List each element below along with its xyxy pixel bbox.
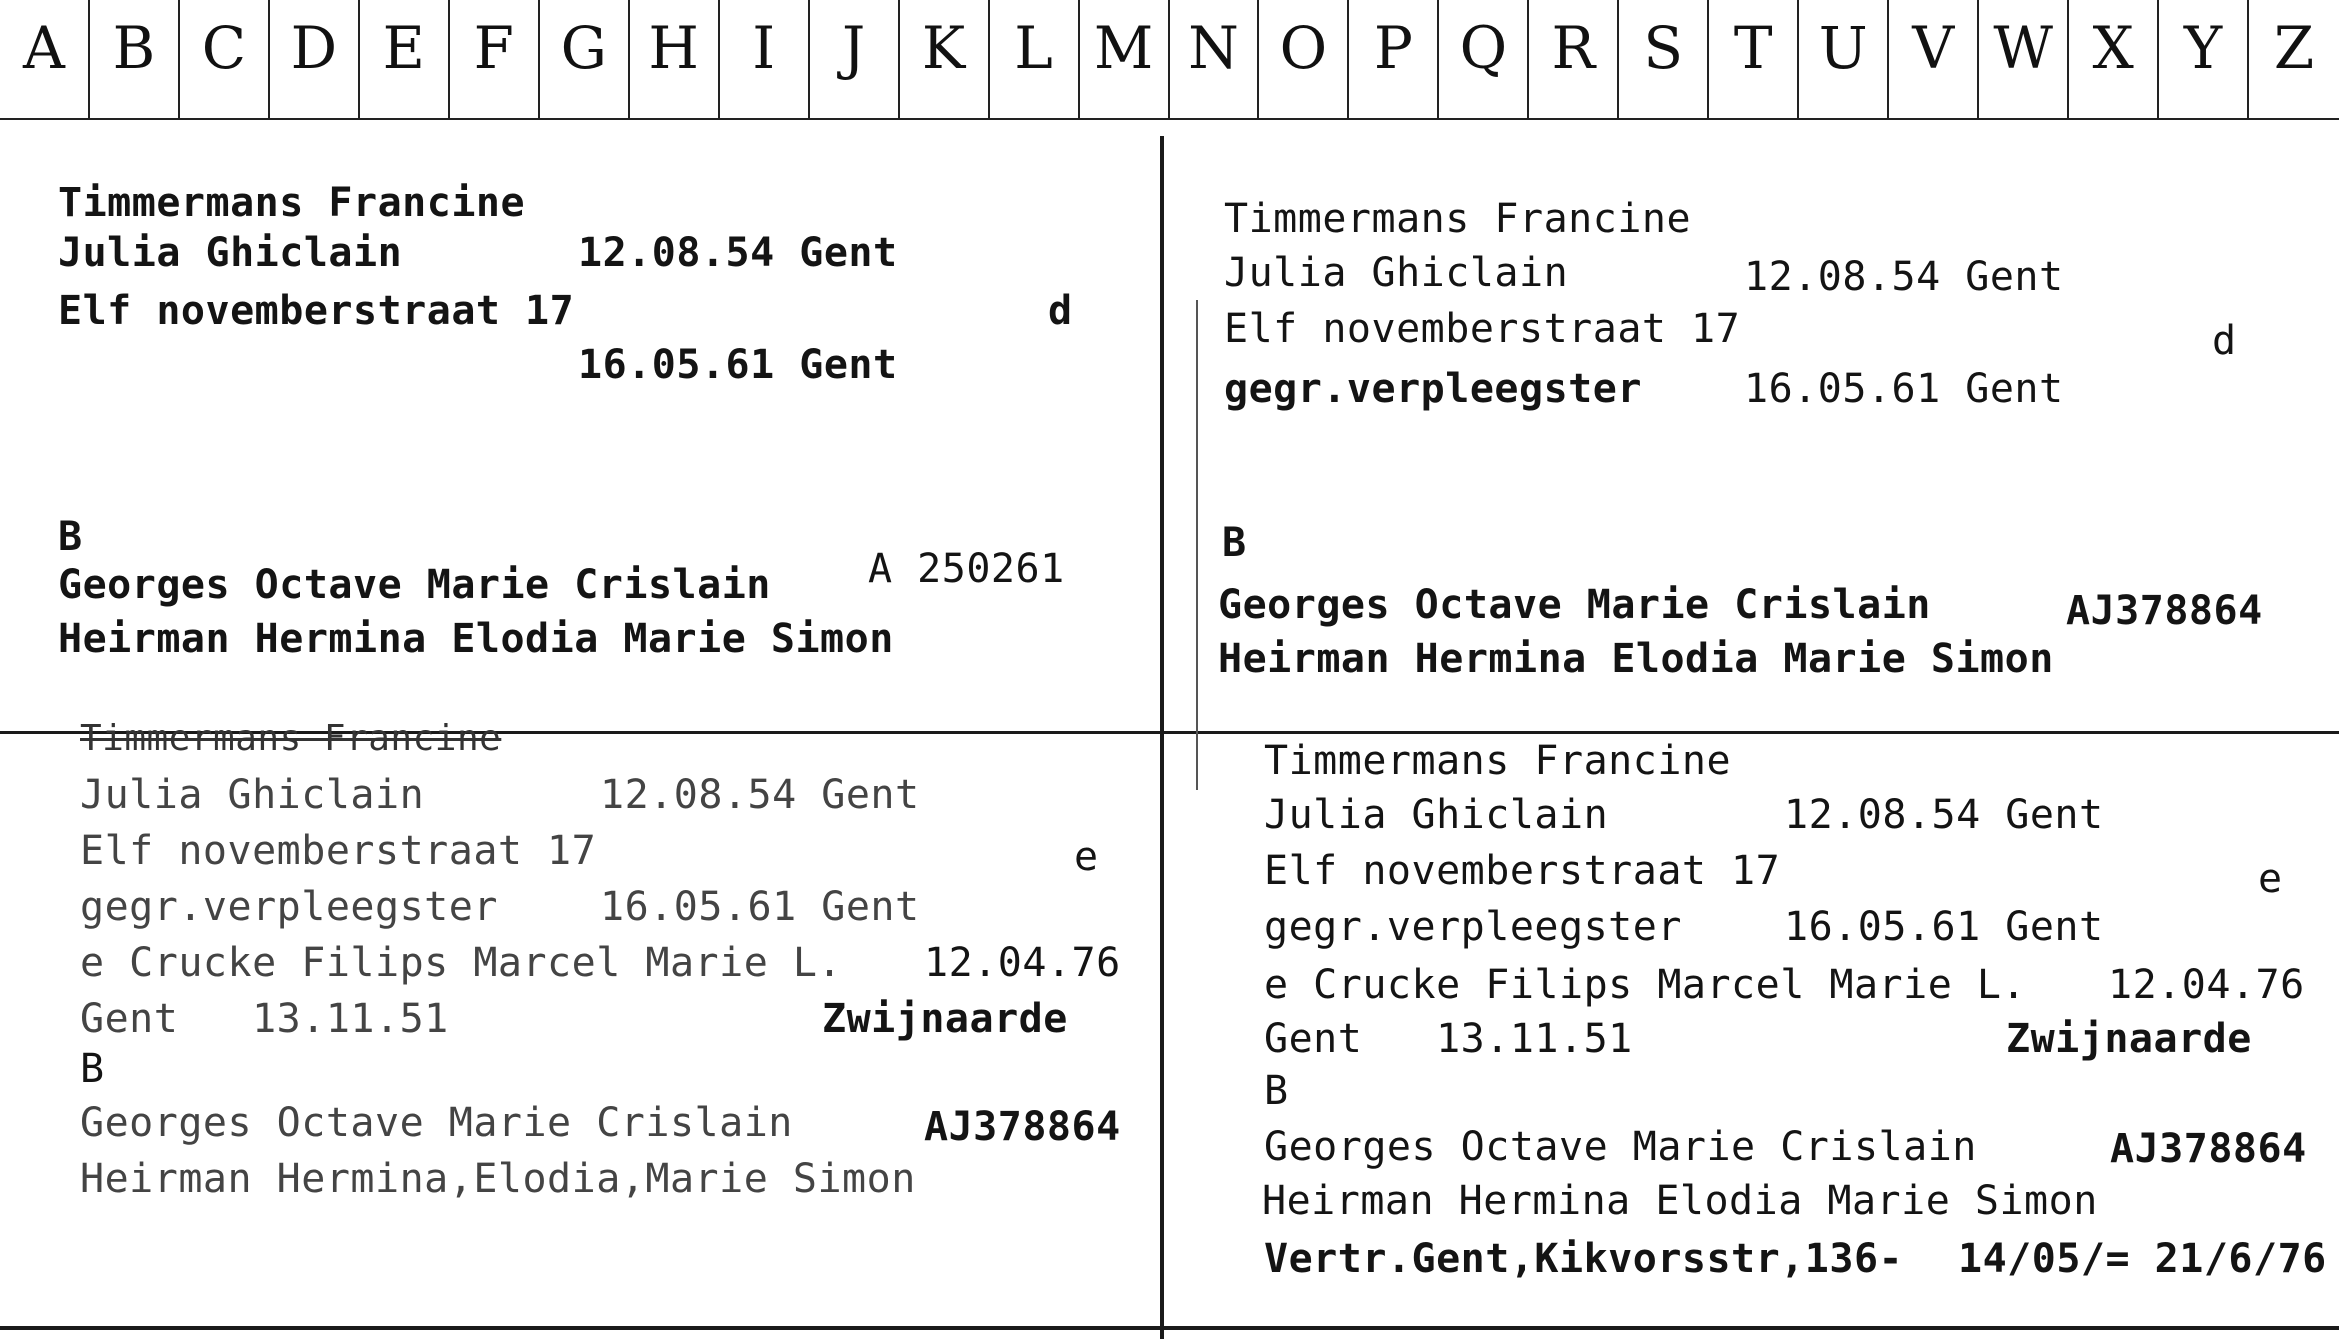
index-letter: C <box>180 0 270 118</box>
index-letter: U <box>1799 0 1889 118</box>
card-given-names: Julia Ghiclain <box>80 772 425 818</box>
card-mother: Heirman Hermina Elodia Marie Simon <box>1262 1178 2098 1224</box>
index-letter: X <box>2069 0 2159 118</box>
card-birth: 12.08.54 Gent <box>1744 254 2064 300</box>
alphabet-index-strip <box>0 0 2339 120</box>
card-marriage-date: 12.04.76 <box>2108 962 2305 1008</box>
index-letter: G <box>540 0 630 118</box>
card-departure-dates: 14/05/= 21/6/76 <box>1958 1236 2327 1282</box>
index-letter: N <box>1170 0 1260 118</box>
card-code: e <box>2258 856 2283 902</box>
card-given-names: Julia Ghiclain <box>1224 250 1569 296</box>
index-letter: W <box>1979 0 2069 118</box>
card-given-names: Julia Ghiclain <box>58 230 403 276</box>
card-name: Timmermans Francine <box>58 180 526 226</box>
index-letter: F <box>450 0 540 118</box>
card-profession: gegr.verpleegster <box>80 884 498 930</box>
card-departure: Vertr.Gent,Kikvorsstr,136- <box>1264 1236 1904 1282</box>
card-marriage-date: 12.04.76 <box>924 940 1121 986</box>
index-letter: A <box>0 0 90 118</box>
card-birth: 12.08.54 Gent <box>1784 792 2104 838</box>
card-birth: 12.08.54 Gent <box>578 230 898 276</box>
index-letter: Q <box>1439 0 1529 118</box>
index-letter: R <box>1529 0 1619 118</box>
index-letter: P <box>1349 0 1439 118</box>
index-letter: M <box>1080 0 1170 118</box>
index-letter: S <box>1619 0 1709 118</box>
index-letter: O <box>1259 0 1349 118</box>
card-given-names: Julia Ghiclain <box>1264 792 1609 838</box>
index-letter: Y <box>2159 0 2249 118</box>
card-father: Georges Octave Marie Crislain <box>1218 582 1931 628</box>
card-address: Elf novemberstraat 17 <box>58 288 575 334</box>
card-spouse: e Crucke Filips Marcel Marie L. <box>80 940 843 986</box>
card-name: Timmermans Francine <box>80 718 502 759</box>
card-address: Elf novemberstraat 17 <box>1224 306 1741 352</box>
index-letter: J <box>810 0 900 118</box>
index-letter: D <box>270 0 360 118</box>
card-father: Georges Octave Marie Crislain <box>80 1100 793 1146</box>
index-letter: Z <box>2273 14 2315 82</box>
card-section-b: B <box>80 1046 105 1092</box>
card-code: d <box>1048 288 1073 334</box>
card-place: Zwijnaarde <box>2006 1016 2252 1062</box>
index-letter: I <box>720 0 810 118</box>
card-spouse-birth: Gent 13.11.51 <box>1264 1016 1633 1062</box>
index-letter: L <box>990 0 1080 118</box>
card-code: e <box>1074 834 1099 880</box>
card-fold-mark <box>1196 300 1198 790</box>
card-address: Elf novemberstraat 17 <box>1264 848 1781 894</box>
card-section-b: B <box>58 514 83 560</box>
card-place: Zwijnaarde <box>822 996 1068 1042</box>
card-date-second: 16.05.61 Gent <box>1784 904 2104 950</box>
index-letter: T <box>1709 0 1799 118</box>
card-bottom-rule <box>0 1326 2339 1330</box>
card-name: Timmermans Francine <box>1224 196 1692 242</box>
card-birth: 12.08.54 Gent <box>600 772 920 818</box>
index-letter: V <box>1889 0 1979 118</box>
card-mother: Heirman Hermina Elodia Marie Simon <box>1218 636 2054 682</box>
card-profession: gegr.verpleegster <box>1264 904 1682 950</box>
card-name: Timmermans Francine <box>1264 738 1732 784</box>
index-letter: H <box>630 0 720 118</box>
card-date-second: 16.05.61 Gent <box>1744 366 2064 412</box>
card-address: Elf novemberstraat 17 <box>80 828 597 874</box>
card-profession: gegr.verpleegster <box>1224 366 1642 412</box>
card-father: Georges Octave Marie Crislain <box>58 562 771 608</box>
card-mother: Heirman Hermina Elodia Marie Simon <box>58 616 894 662</box>
card-section-b: B <box>1264 1068 1289 1114</box>
card-date-second: 16.05.61 Gent <box>600 884 920 930</box>
index-letter: E <box>360 0 450 118</box>
card-document-number: AJ378864 <box>924 1104 1121 1150</box>
card-spouse: e Crucke Filips Marcel Marie L. <box>1264 962 2027 1008</box>
card-document-number: A 250261 <box>868 546 1065 592</box>
card-spouse-birth: Gent 13.11.51 <box>80 996 449 1042</box>
card-mother: Heirman Hermina,Elodia,Marie Simon <box>80 1156 916 1202</box>
card-date-second: 16.05.61 Gent <box>578 342 898 388</box>
index-letter: B <box>90 0 180 118</box>
card-code: d <box>2212 318 2237 364</box>
index-letter: K <box>900 0 990 118</box>
card-father: Georges Octave Marie Crislain <box>1264 1124 1977 1170</box>
card-divider-vertical <box>1160 136 1164 1339</box>
card-section-b: B <box>1222 520 1247 566</box>
card-document-number: AJ378864 <box>2066 588 2263 634</box>
card-document-number: AJ378864 <box>2110 1126 2307 1172</box>
